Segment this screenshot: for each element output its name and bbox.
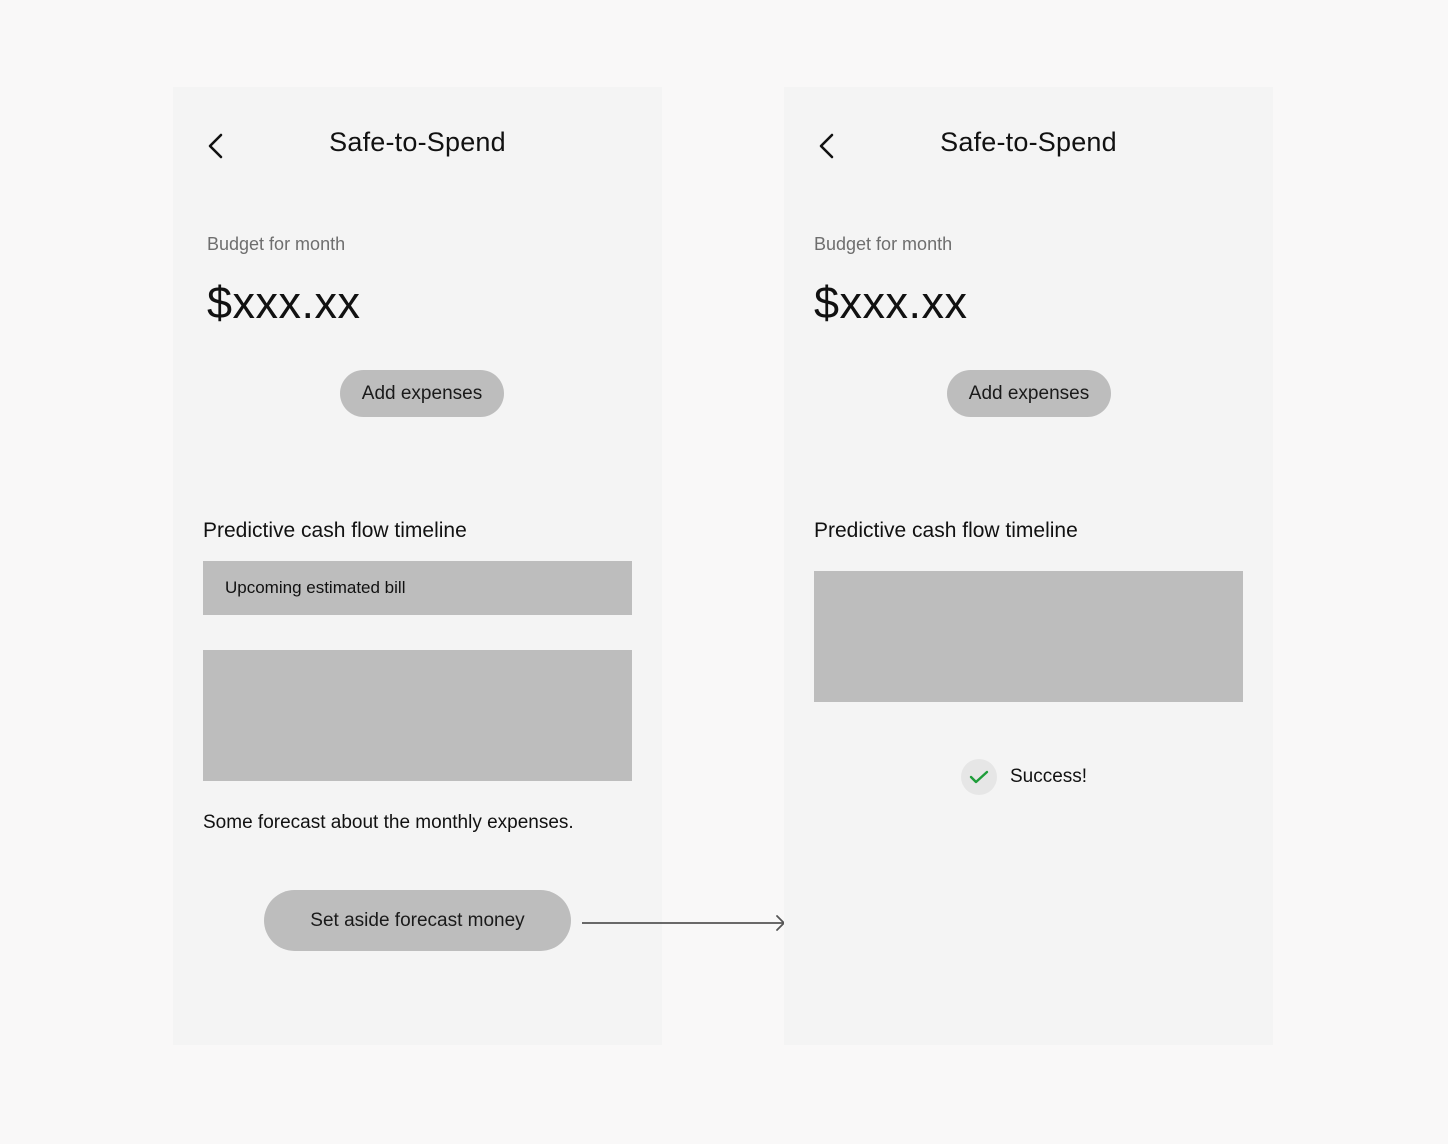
checkmark-icon — [969, 769, 989, 785]
forecast-text: Some forecast about the monthly expenses. — [203, 812, 574, 833]
timeline-title: Predictive cash flow timeline — [203, 519, 467, 542]
add-expenses-button[interactable]: Add expenses — [340, 370, 504, 417]
success-text: Success! — [1010, 766, 1088, 787]
screen-after — [784, 87, 1273, 1045]
upcoming-bill-label: Upcoming estimated bill — [225, 578, 406, 597]
page-title: Safe-to-Spend — [940, 127, 1117, 157]
budget-amount: $xxx.xx — [207, 277, 361, 328]
page-title: Safe-to-Spend — [329, 127, 506, 157]
timeline-chart-placeholder — [814, 571, 1243, 702]
add-expenses-button[interactable]: Add expenses — [947, 370, 1111, 417]
timeline-title: Predictive cash flow timeline — [814, 519, 1078, 542]
budget-amount: $xxx.xx — [814, 277, 968, 328]
check-circle — [961, 759, 997, 795]
timeline-chart-placeholder — [203, 650, 632, 781]
set-aside-button[interactable]: Set aside forecast money — [264, 890, 571, 951]
budget-label: Budget for month — [207, 234, 346, 254]
success-status — [961, 759, 1087, 795]
screen-before — [173, 87, 662, 1045]
budget-label: Budget for month — [814, 234, 953, 254]
upcoming-bill-row[interactable] — [203, 561, 632, 615]
arrow-right-icon — [582, 913, 788, 933]
